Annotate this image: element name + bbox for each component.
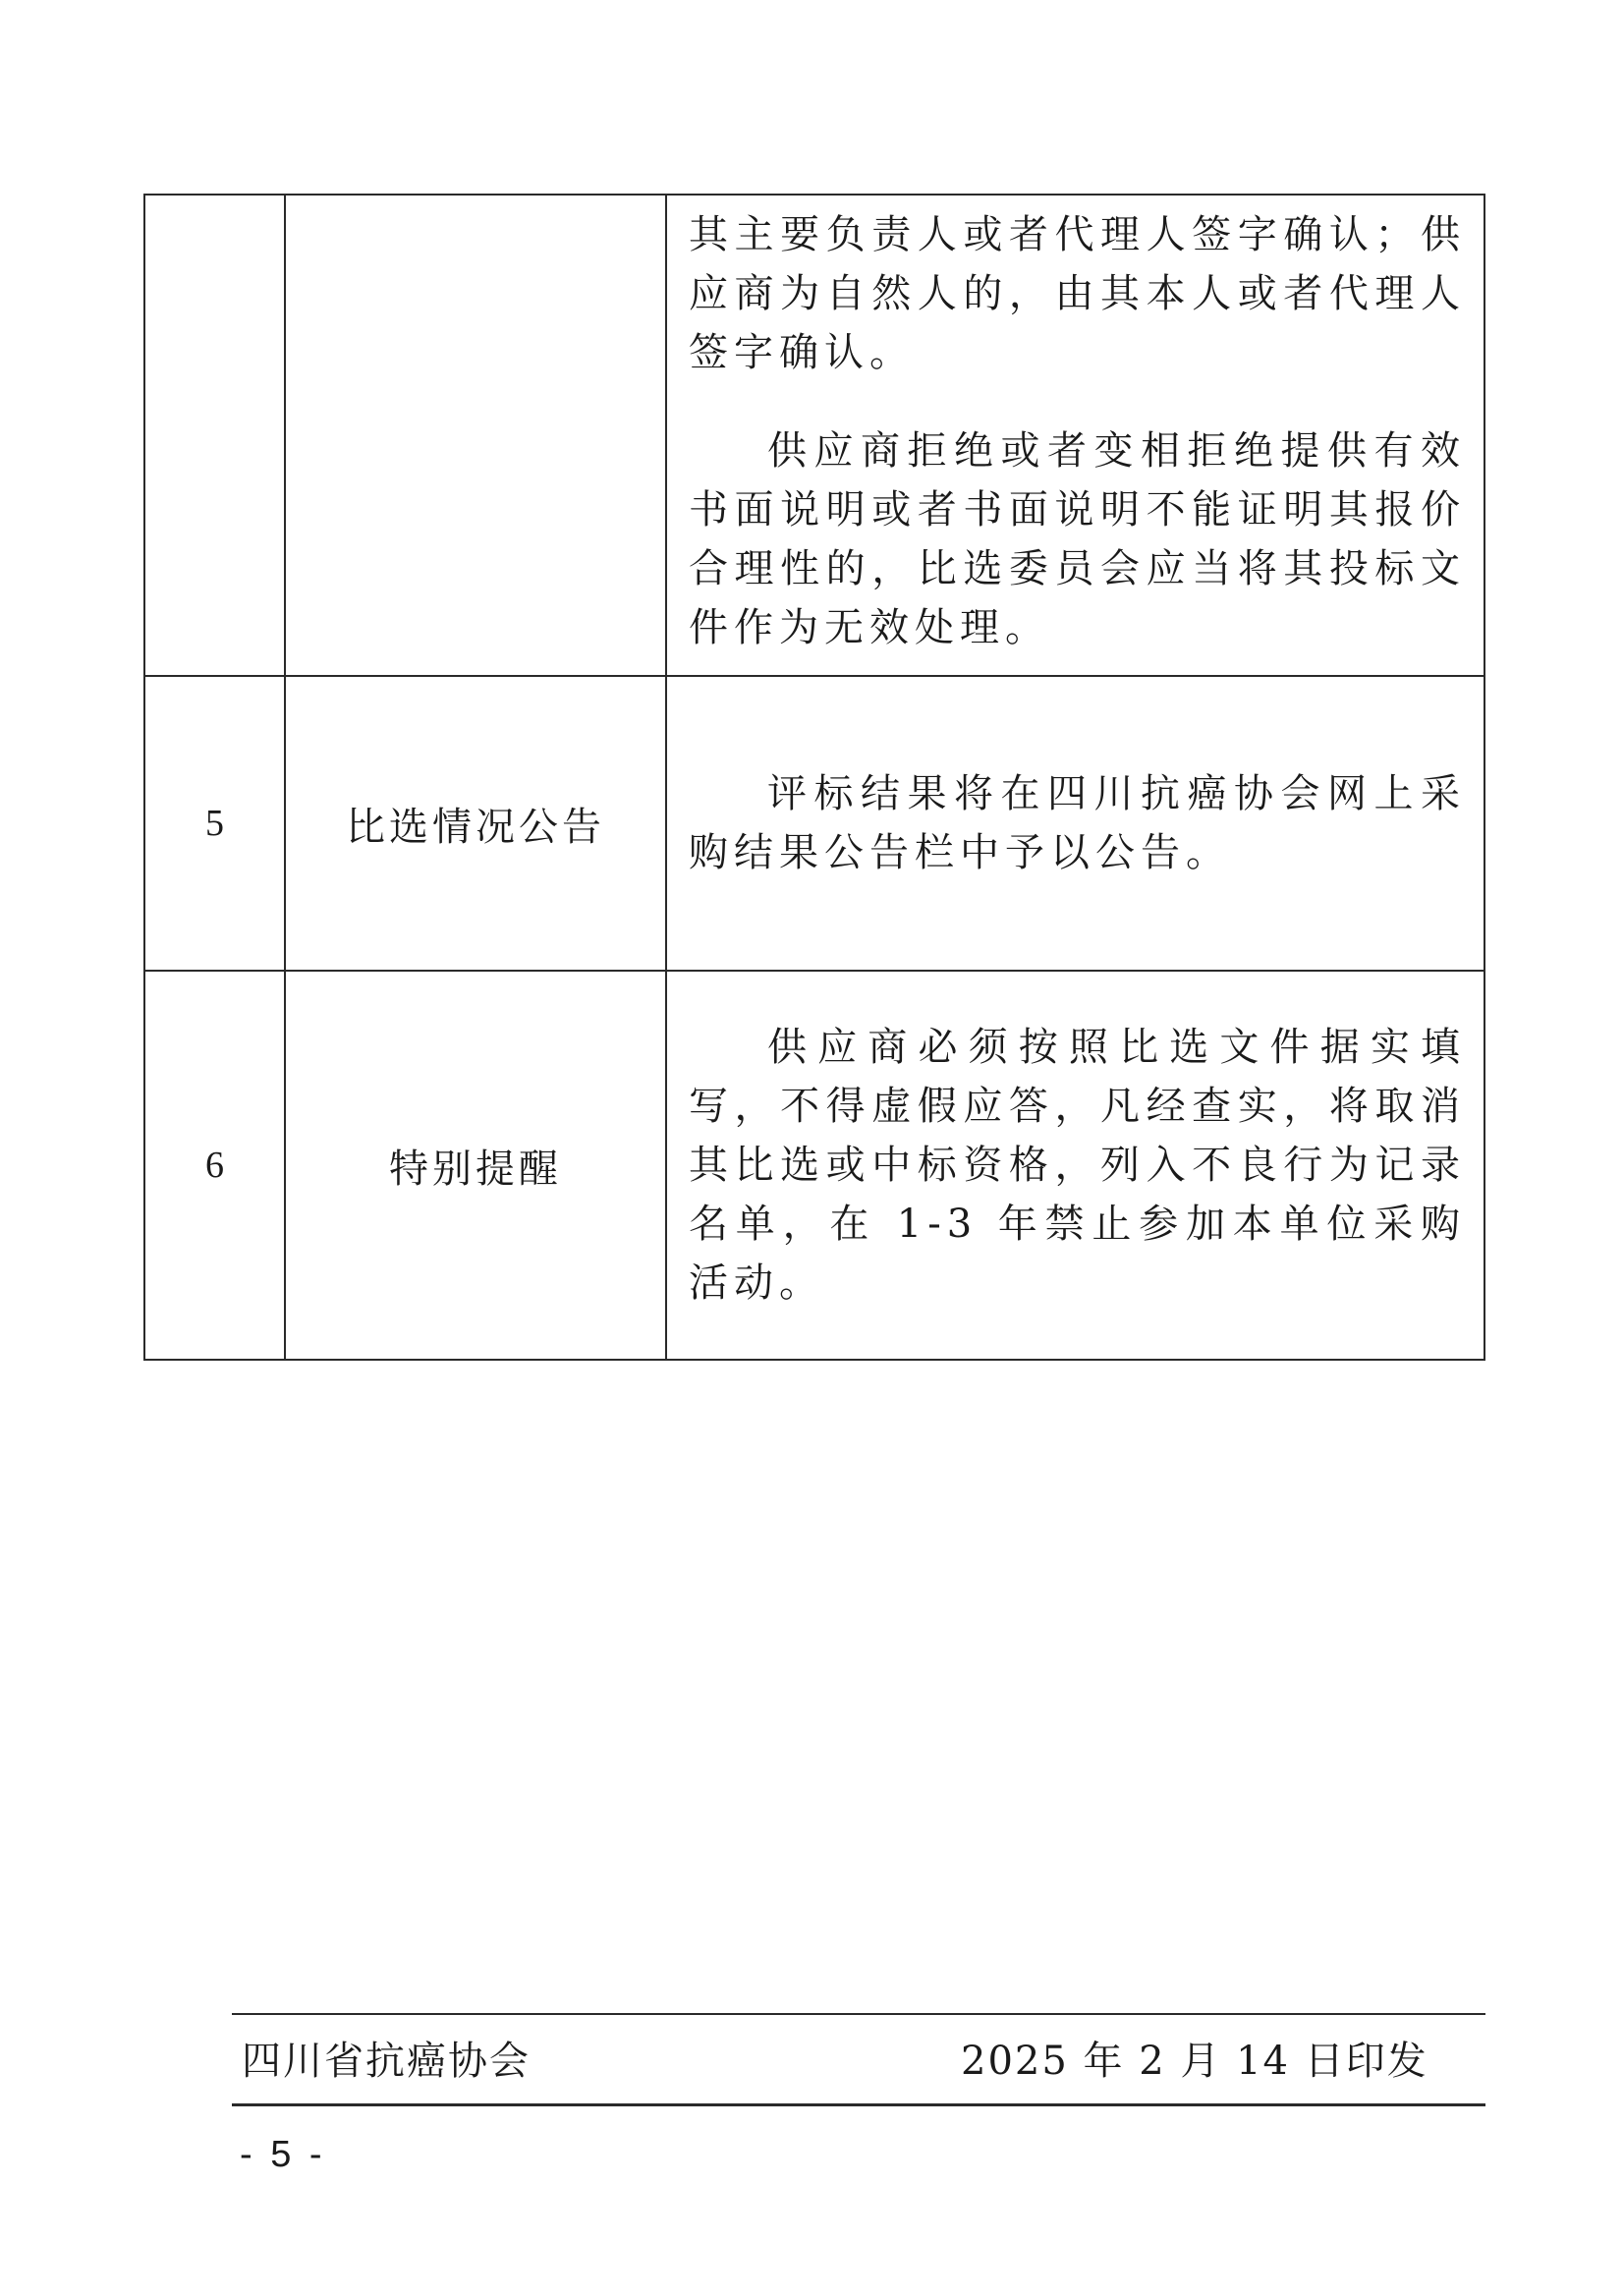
- table-row: [144, 676, 1484, 971]
- content-paragraph: 供应商拒绝或者变相拒绝提供有效书面说明或者书面说明不能证明其报价合理性的，比选委员会应当将其投标文件作为无效处理。: [689, 428, 1466, 650]
- content-paragraph: 供应商必须按照比选文件据实填写，不得虚假应答，凡经查实，将取消其比选或中标资格，列入不良行为记录名单，在 1-3 年禁止参加本单位采购活动。: [689, 1025, 1466, 1306]
- row-name-cell: 特别提醒: [285, 971, 666, 1360]
- row-number-cell: 6: [144, 971, 285, 1360]
- row-number-cell: [144, 195, 285, 676]
- footer-divider-bottom: [232, 2103, 1485, 2106]
- footer-divider-top: [232, 2013, 1485, 2015]
- row-content-cell: [666, 195, 1484, 676]
- row-number-cell: 5: [144, 676, 285, 971]
- footer-organization: 四川省抗癌协会: [242, 2039, 531, 2084]
- footer-issue-date: 2025 年 2 月 14 日印发: [961, 2039, 1428, 2084]
- table-row: [144, 195, 1484, 676]
- row-content-cell: [666, 971, 1484, 1360]
- row-name-cell: 比选情况公告: [285, 676, 666, 971]
- content-paragraph: 其主要负责人或者代理人签字确认；供应商为自然人的，由其本人或者代理人签字确认。: [689, 212, 1466, 375]
- row-name-cell: [285, 195, 666, 676]
- content-paragraph: 评标结果将在四川抗癌协会网上采购结果公告栏中予以公告。: [689, 771, 1466, 875]
- row-content-cell: [666, 676, 1484, 971]
- table-row: [144, 971, 1484, 1360]
- requirements-table: [143, 194, 1485, 1361]
- page-number: - 5 -: [240, 2134, 326, 2175]
